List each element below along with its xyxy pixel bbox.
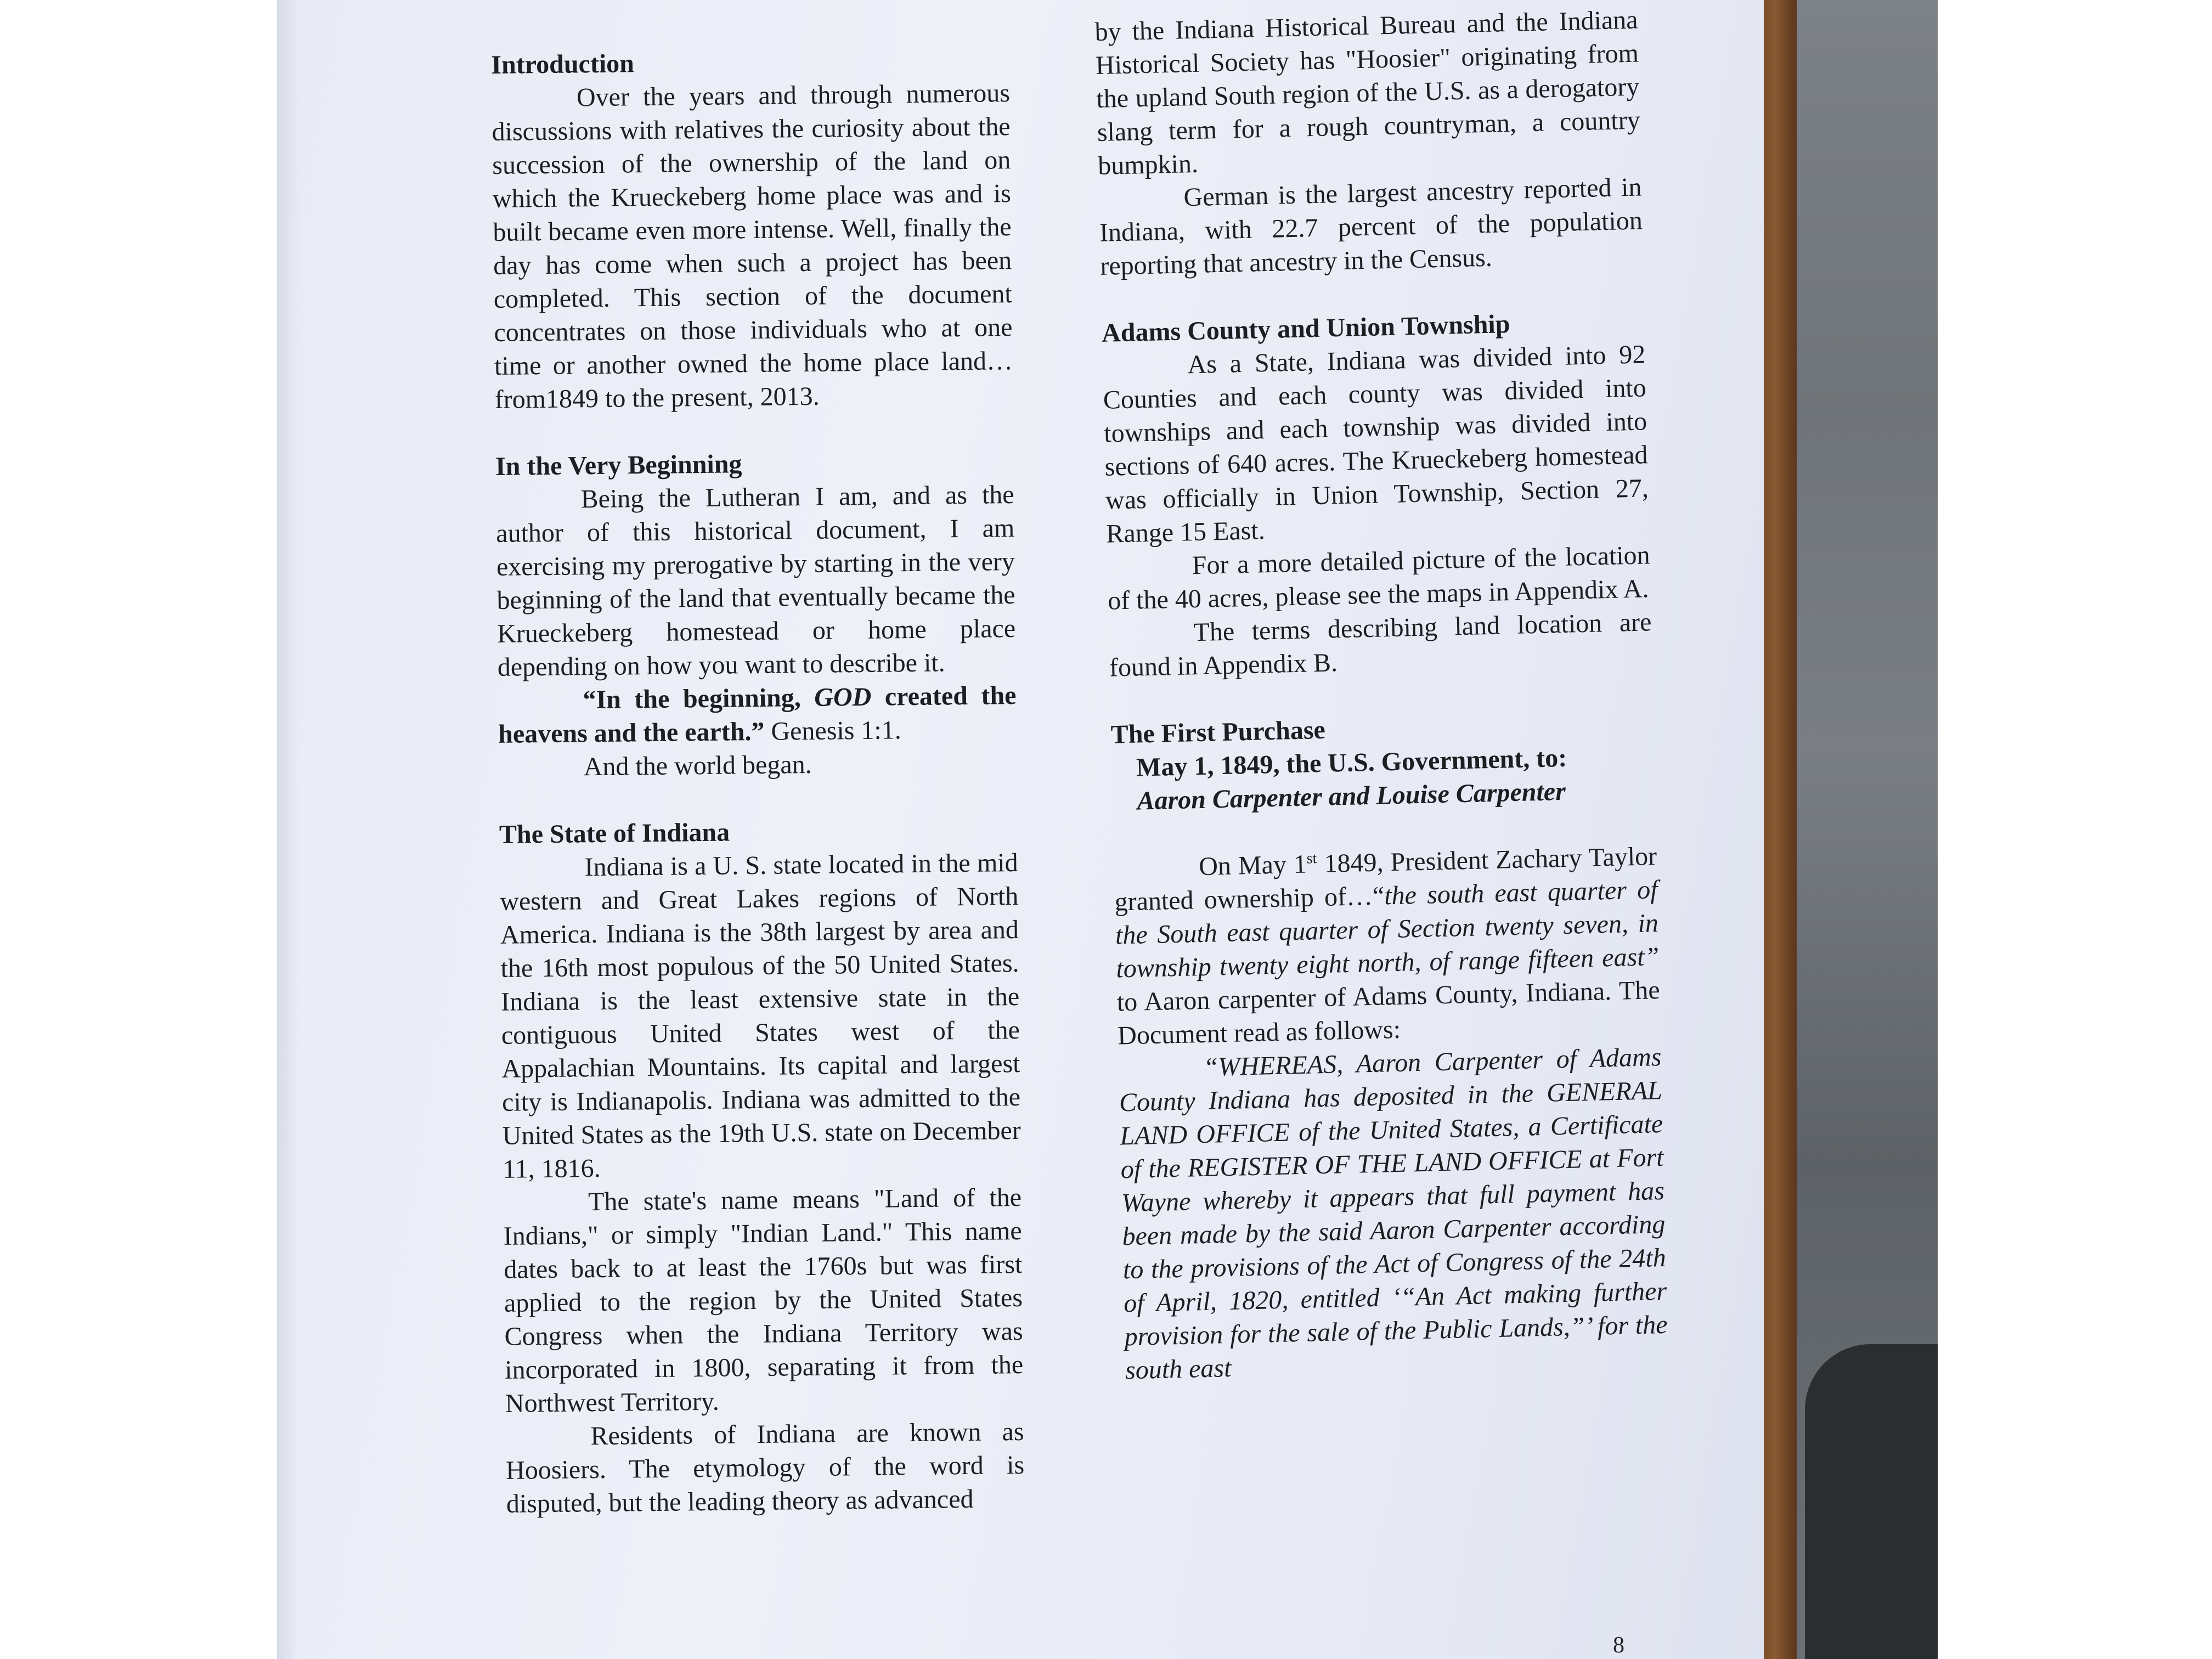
background-right (1938, 0, 2212, 1659)
page-number: 8 (1613, 1633, 1624, 1658)
page-edge-shadow (277, 0, 299, 1659)
purchase-paragraph-2 (1118, 1040, 1669, 1387)
introduction-paragraph: Over the years and through numerous discussions with relatives the curiosity about the succession of the ownership of the land on which the Krueckeberg home place was and is built became even more intense. Well, finally the day has come when such a project has been completed. This section of the document concentrates on those individuals who at one time or another owned the home place land…from1849 to the present, 2013. (492, 78, 1013, 414)
state-paragraph-3: Residents of Indiana are known as Hoosiers. The etymology of the word is disputed, but the leading theory as advanced (505, 1417, 1025, 1519)
p1-superscript: st (1306, 850, 1317, 867)
purchase-subheading: May 1, 1849, the U.S. Government, to: (1136, 743, 1567, 782)
adams-paragraph-1: As a State, Indiana was divided into 92 Counties and each county was divided into townships and each township was divided into sections of 640 acres. The Krueckeberg homestead was officially in Union Township, Section 27, Range 15 East. (1103, 340, 1649, 549)
adams-paragraph-3: The terms describing land location are found in Appendix B. (1109, 607, 1652, 682)
p1-italic-quote: the south east quarter of the South east quarter of Section twenty seven, in township twenty eight north, of range fifteen east” (1115, 875, 1660, 984)
heading-state-of-indiana: The State of Indiana (499, 817, 730, 849)
purchase-parties: Aaron Carpenter and Louise Carpenter (1136, 776, 1566, 816)
quote-rest: created the heavens and the earth.” (498, 681, 1017, 749)
p1-part-a: On May 1 (1198, 849, 1307, 882)
genesis-quote (498, 679, 1017, 751)
adams-paragraph-2: For a more detailed picture of the location of the 40 acres, please see the maps in Appendix A. (1107, 540, 1651, 616)
quote-reference: Genesis 1:1. (764, 715, 901, 746)
p1-part-c: to Aaron carpenter of Adams County, Indiana. The Document read as follows: (1116, 975, 1661, 1051)
quote-god: GOD (814, 682, 872, 712)
wood-table-edge (1764, 0, 1797, 1659)
heading-adams-county: Adams County and Union Township (1101, 309, 1510, 348)
p2-text: WHEREAS, Aaron Carpenter of Adams County Indiana has deposited in the GENERAL LAND OFFICE of the United States, a Certificate of the REGISTER OF THE LAND OFFICE at Fort Wayne whereby it appears that full payment has been made by the said Aaron Carpenter according to the provisions of the Act of Congress of the 24th of April, 1820, entitled ‘“An Act making further provision for the sale of the Public Lands,”’ for the south east (1119, 1042, 1668, 1385)
state-paragraph-2: The state's name means "Land of the Indians," or simply "Indian Land." This name dates back to at least the 1760s but was first applied to the region by the United States Congress when the Indiana Territory was incorporated in 1800, separating it from the Northwest Territory. (503, 1182, 1024, 1418)
quote-open: “In the beginning, (583, 682, 815, 715)
left-column (491, 43, 1025, 1521)
german-ancestry-paragraph: German is the largest ancestry reported in Indiana, with 22.7 percent of the population reporting that ancestry in the Census. (1099, 172, 1643, 281)
p1-part-b: 1849, President Zachary Taylor granted ownership of…“ (1114, 842, 1657, 917)
background-left (0, 0, 277, 1659)
world-began-line: And the world began. (583, 749, 812, 782)
hoosier-continued: by the Indiana Historical Bureau and the Indiana Historical Society has "Hoosier" originating from the upland South region of the U.S. as a derogatory slang term for a rough countryman, a country bumpkin. (1094, 5, 1641, 180)
state-paragraph-1: Indiana is a U. S. state located in the mid western and Great Lakes regions of North America. Indiana is the 38th largest by area and the 16th most populous of the 50 United States. Indiana is the least extensive state in the contiguous United States west of the Appalachian Mountains. Its capital and largest city is Indianapolis. Indiana was admitted to the United States as the 19th U.S. state on December 11, 1816. (500, 848, 1021, 1184)
purchase-paragraph-1 (1114, 839, 1661, 1052)
right-column (1094, 3, 1668, 1387)
heading-first-purchase: The First Purchase (1110, 715, 1326, 749)
beginning-paragraph: Being the Lutheran I am, and as the author of this historical document, I am exercising my prerogative by starting in the very beginning of the land that eventually became the Krueckeberg homestead or home place depending on how you want to describe it. (495, 480, 1016, 682)
heading-introduction: Introduction (491, 49, 635, 80)
heading-in-the-very-beginning: In the Very Beginning (495, 449, 742, 481)
p2-open-quote: “ (1203, 1052, 1218, 1082)
dark-object (1805, 1344, 1938, 1659)
